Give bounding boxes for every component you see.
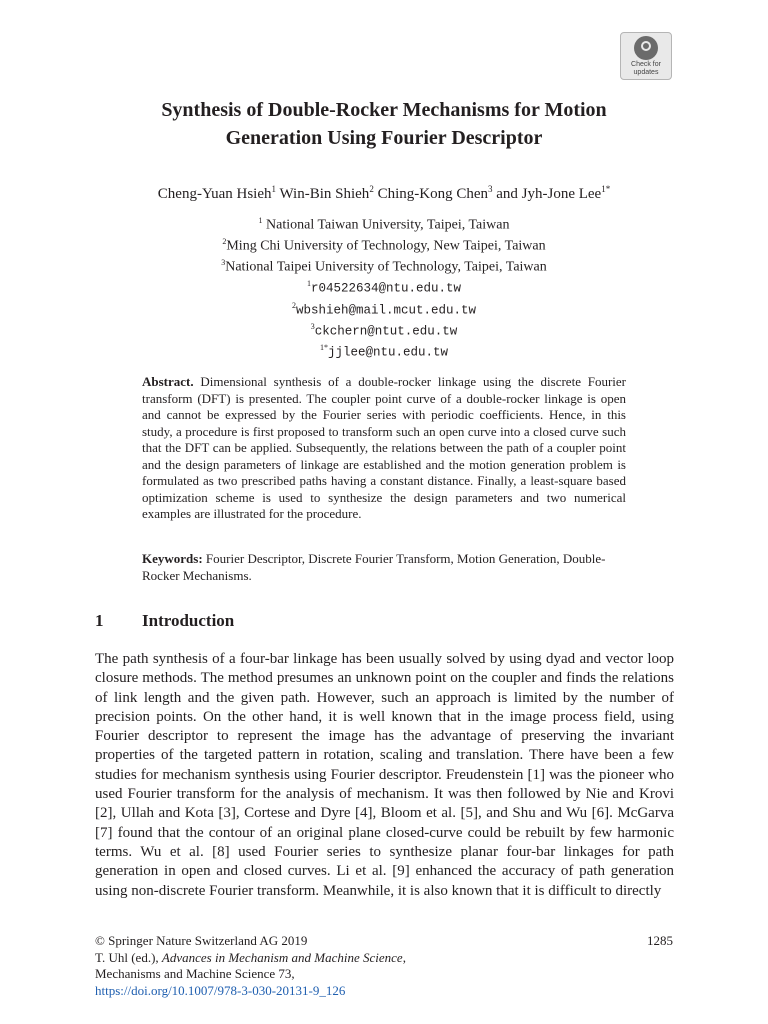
author-name: Jyh-Jone Lee [521, 186, 602, 202]
section-number: 1 [95, 611, 104, 630]
abstract-text: Dimensional synthesis of a double-rocker linkage using the discrete Fourier transform (DFT) is presented. The coupler point curve of a double-rocker linkage is open and cannot be expressed by the Fourier series with periodic coefficients. Hence, in this study, a procedure is first proposed to transform such an open curve into a closed curve such that the DFT can be applied. Subsequently, the relations between the path of a coupler point and the design parameters of linkage are established and the motion generation problem is formulated as two prescribed paths having a constant distance. Finally, a least-square based optimization scheme is used to synthesize the design parameters and two numerical examples are illustrated for the procedure. [142, 374, 627, 521]
email-line[interactable]: $^1$r04522634@ntu.edu.tw [306, 279, 462, 297]
authors-joiner: and [496, 186, 518, 202]
abstract-label: Abstract. [142, 374, 194, 389]
author-mark: 1* [601, 184, 611, 194]
paper-title: Synthesis of Double-Rocker Mechanisms for Motion Generation Using Fourier Descriptor [161, 99, 607, 149]
author-mark: 2 [369, 184, 374, 194]
affiliations [60, 213, 708, 361]
introduction-paragraph: The path synthesis of a four-bar linkage has been usually solved by using dyad and vector loop closure methods. The method presumes an unknown point on the coupler and finds the relations of link length and the given path. However, such an approach is limited by the number of precision points. On the other hand, it is well known that in the image process field, using Fourier descriptor to represent the image has the advantage of preserving the invariant properties of the targeted pattern in rotation, scaling and translation. There have been a few studies for mechanism synthesis using Fourier descriptor. Freudenstein [1] was the pioneer who used Fourier transform for the analysis of mechanism. It was then followed by Nie and Krovi [2], Ullah and Kota [3], Cortese and Dyre [4], Bloom et al. [5], and Shu and Wu [6]. McGarva [7] found that the contour of an original plane closed-curve could be rebuilt by few harmonic terms. Wu et al. [8] used Fourier series to synthesize planar four-bar linkages for path generation in open and closed curves. Li et al. [9] enhanced the accuracy of path generation using non-discrete Fourier transform. Meanwhile, it is also known that it is difficult to directly [95, 651, 674, 899]
keywords-text: Fourier Descriptor, Discrete Fourier Transform, Motion Generation, Double-Rocker Mechanisms. [142, 551, 606, 583]
email-line[interactable]: $^2$wbshieh@mail.mcut.edu.tw [291, 300, 477, 318]
author-list [60, 179, 708, 204]
email-line[interactable]: $^3$ckchern@ntut.edu.tw [310, 321, 458, 339]
check-for-updates-badge[interactable] [620, 32, 672, 80]
abstract [142, 374, 626, 523]
page-number: 1285 [647, 933, 673, 948]
section-title: Introduction [142, 611, 235, 630]
author-mark: 3 [487, 184, 493, 194]
affiliation-line: $^3$National Taipei University of Technology, Taipei, Taiwan [221, 258, 547, 275]
section-heading [95, 611, 234, 631]
affiliation-line: $^2$Ming Chi University of Technology, New Taipei, Taiwan [222, 237, 546, 254]
book-title: Advances in Mechanism and Machine Science [161, 949, 403, 965]
check-updates-icon [634, 36, 658, 60]
badge-text: Check for updates [631, 61, 661, 76]
series-line: Mechanisms and Machine Science 73, [95, 966, 295, 981]
copyright: © Springer Nature Switzerland AG 2019 [95, 933, 308, 948]
email-line[interactable]: $^{1*}$jjlee@ntu.edu.tw [319, 342, 449, 360]
footer [95, 933, 406, 999]
author-name: Win-Bin Shieh [279, 186, 370, 202]
doi-link[interactable]: https://doi.org/10.1007/978-3-030-20131-9_126 [95, 982, 346, 998]
keywords [142, 551, 626, 584]
author-name: Cheng-Yuan Hsieh [157, 186, 272, 202]
affiliation-line: $^1$ National Taiwan University, Taipei, Taiwan [258, 216, 510, 233]
keywords-label: Keywords: [142, 551, 203, 566]
citation-line: T. Uhl (ed.), Advances in Mechanism and Machine Science, [95, 949, 406, 965]
author-name: Ching-Kong Chen [377, 186, 488, 202]
author-mark: 1 [271, 184, 277, 194]
